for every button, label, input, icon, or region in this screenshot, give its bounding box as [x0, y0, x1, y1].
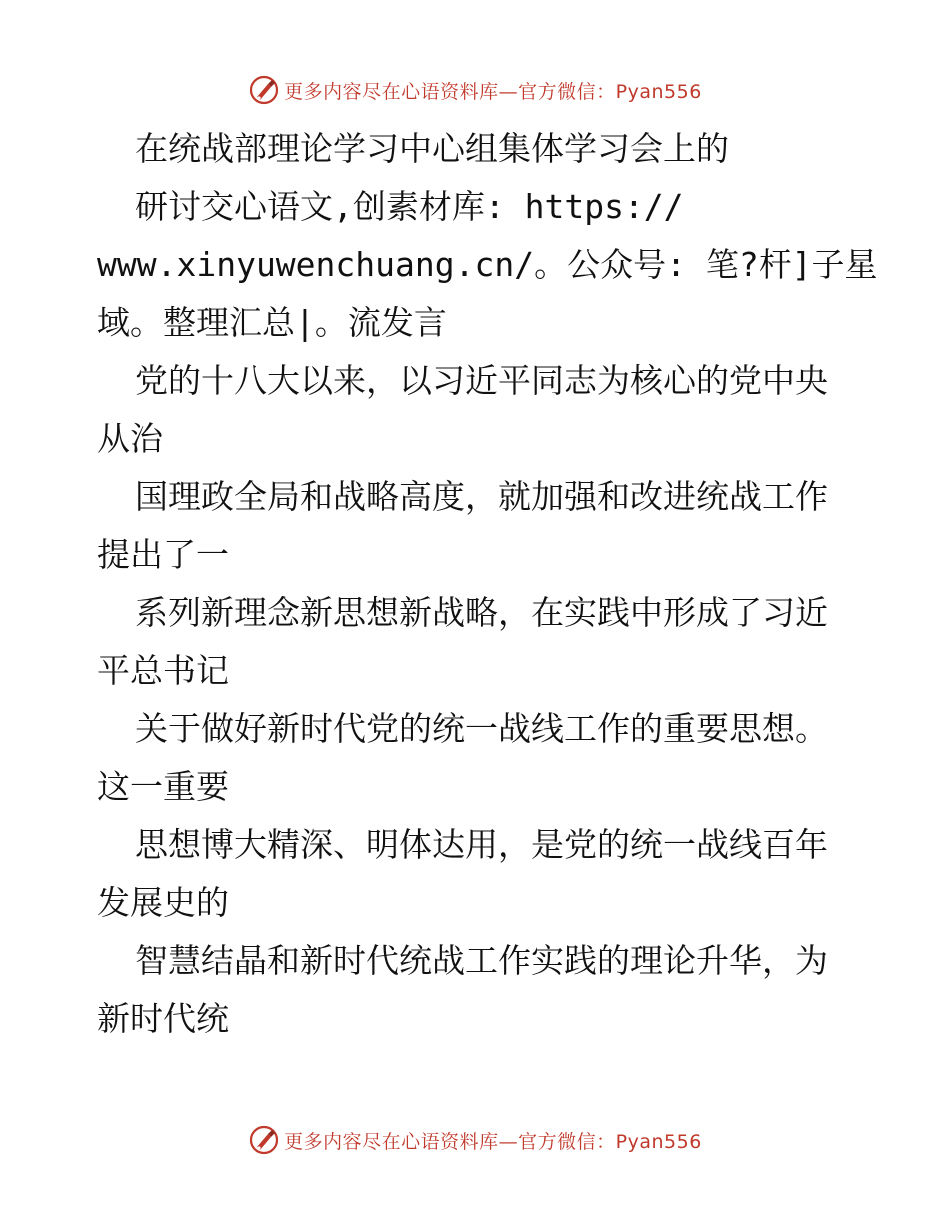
body-line: 智慧结晶和新时代统战工作实践的理论升华，为 — [135, 941, 828, 980]
footer-promo-wechat: 官方微信：Pyan556 — [518, 1130, 702, 1153]
body-line: 关于做好新时代党的统一战线工作的重要思想。 — [135, 709, 828, 748]
body-line: 提出了一 — [97, 535, 229, 574]
body-line: 国理政全局和战略高度，就加强和改进统战工作 — [135, 477, 828, 516]
body-line: 研讨交心语文,创素材库: https:// — [135, 187, 684, 226]
pen-logo-icon — [248, 1124, 280, 1156]
header-promo-text — [284, 77, 702, 104]
footer-promo-text — [284, 1127, 702, 1154]
body-line: 从治 — [97, 419, 163, 458]
body-line: 这一重要 — [97, 767, 229, 806]
body-line: 新时代统 — [97, 999, 229, 1038]
body-line: 域。整理汇总|。流发言 — [97, 303, 447, 342]
footer-promo-banner — [0, 1122, 950, 1158]
footer-promo-main: 更多内容尽在心语资料库 — [284, 1130, 499, 1153]
header-promo-dash: — — [498, 80, 519, 103]
footer-promo-dash: — — [498, 1130, 519, 1153]
header-promo-main: 更多内容尽在心语资料库 — [284, 80, 499, 103]
header-promo-wechat: 官方微信：Pyan556 — [518, 80, 702, 103]
body-line: 党的十八大以来，以习近平同志为核心的党中央 — [135, 361, 828, 400]
document-body — [97, 120, 878, 1048]
body-line: 系列新理念新思想新战略，在实践中形成了习近 — [135, 593, 828, 632]
body-line: 在统战部理论学习中心组集体学习会上的 — [135, 129, 729, 168]
body-line: 发展史的 — [97, 883, 229, 922]
body-line: 平总书记 — [97, 651, 229, 690]
body-line: 思想博大精深、明体达用，是党的统一战线百年 — [135, 825, 828, 864]
body-line: www.xinyuwenchuang.cn/。公众号: 笔?杆]子星 — [97, 245, 878, 284]
header-promo-banner — [0, 72, 950, 108]
pen-logo-icon — [248, 74, 280, 106]
